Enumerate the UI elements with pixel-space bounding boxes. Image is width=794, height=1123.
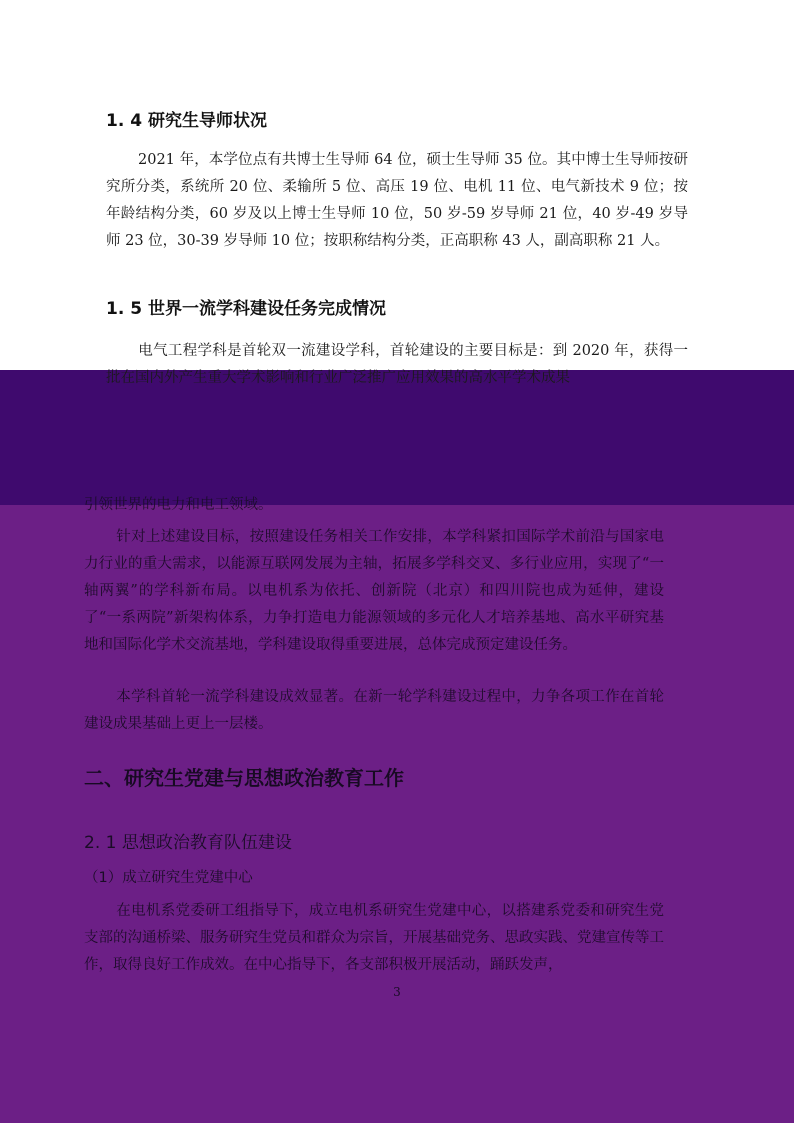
paragraph-goal	[106, 338, 688, 392]
paragraph-goal-text: 电气工程学科是首轮双一流建设学科，首轮建设的主要目标是：到 2020 年，获得一批在国内外产生重大学术影响和行业广泛推广应用效果的高水平学术成果	[106, 343, 688, 386]
paragraph-obscured-fragment	[84, 492, 666, 519]
section-2-title: 二、研究生党建与思想政治教育工作	[84, 766, 404, 790]
paragraph-summary	[84, 684, 664, 738]
obscured-fragment-text: 引领世界的电力和电工领域。	[84, 497, 273, 513]
page-number: 3	[393, 985, 401, 999]
paragraph-summary-text: 本学科首轮一流学科建设成效显著。在新一轮学科建设过程中，力争各项工作在首轮建设成果基础上更上一层楼。	[84, 689, 664, 732]
heading-2-1: 2. 1 思想政治教育队伍建设	[84, 833, 292, 853]
heading-2-1-1: （1）成立研究生党建中心	[84, 870, 253, 886]
paragraph-party-center-text: 在电机系党委研工组指导下，成立电机系研究生党建中心，以搭建系党委和研究生党支部的沟通桥梁、服务研究生党员和群众为宗旨，开展基础党务、思政实践、党建宣传等工作，取得良好工作成效。在中心指导下，各支部积极开展活动，踊跃发声，	[84, 903, 664, 973]
heading-1-4: 1. 4 研究生导师状况	[106, 111, 267, 131]
paragraph-measures-text: 针对上述建设目标，按照建设任务相关工作安排，本学科紧扣国际学术前沿与国家电力行业的重大需求，以能源互联网发展为主轴，拓展多学科交叉、多行业应用，实现了“一轴两翼”的学科新布局。以电机系为依托、创新院（北京）和四川院也成为延伸，建设了“一系两院”新架构体系，力争打造电力能源领域的多元化人才培养基地、高水平研究基地和国际化学术交流基地，学科建设取得重要进展，总体完成预定建设任务。	[84, 529, 664, 653]
paragraph-advisor-status	[106, 147, 688, 255]
paragraph-party-center	[84, 898, 664, 979]
paragraph-advisor-status-text: 2021 年，本学位点有共博士生导师 64 位，硕士生导师 35 位。其中博士生导师按研究所分类，系统所 20 位、柔输所 5 位、高压 19 位、电机 11 位、电气新技术 9 位；按年龄结构分类，60 岁及以上博士生导师 10 位，50 岁-59 岁导师 21 位，40 岁-49 岁导师 23 位，30-39 岁导师 10 位；按职称结构分类，正高职称 43 人，副高职称 21 人。	[106, 152, 688, 249]
paragraph-measures	[84, 524, 664, 659]
heading-1-5: 1. 5 世界一流学科建设任务完成情况	[106, 299, 386, 319]
